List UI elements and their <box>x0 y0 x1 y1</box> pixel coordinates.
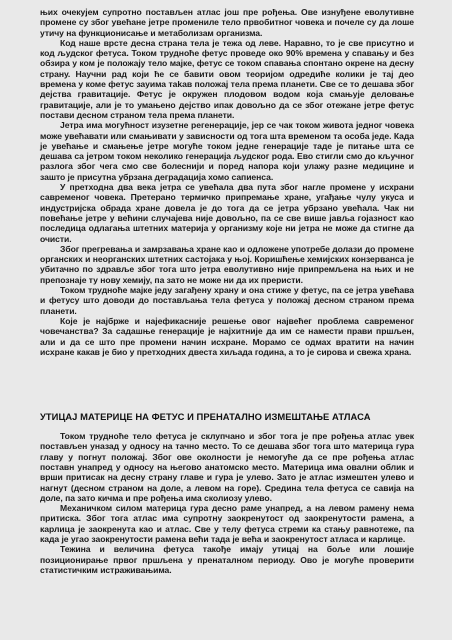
paragraph: Због прегревања и замрзавања хране као и одложене употребе долази до промене органских и неорганских штетних састојака у њој. Коришћење хемијских конзерванса је убитачно по здравље због тога што јетра еволутивно није припремљена на њих и не препознаје ту нову хемију, па зато не може ни да их преристи. <box>40 243 414 285</box>
paragraph: Током трудноће мајке једу загађену храну и она стиже у фетус, па се јетра увећава и фетусу што доводи до постављања тела фетуса у положај десном страном према планети. <box>40 285 414 316</box>
paragraph: У претходна два века јетра се увећала два пута због нагле промене у исхрани савременог човека. Претерано термичко припремање хране, угађање чулу укуса и индустријска обрада хране довела је до тога да се јетра убрзано увећала. Чак ни повећање јетре у већини случајева није довољно, па се све више јавља гојазност као последица одлагања штетних материја у организму које ни јетра не може да стигне да очисти. <box>40 182 414 244</box>
paragraph: њих очекујем супротно постављен атлас још пре рођења. Ове изнуђене еволутивне промене су због увећане јетре промениле тело првобитног човека и почеле су да лоше утичу на функционисање и метаболизам организма. <box>40 7 414 38</box>
paragraph: Тежина и величина фетуса такође имају утицај на боље или лошије позиционирање првог пршљена у пренаталном периоду. Ово је могуће проверити статистичким истраживањима. <box>40 544 414 575</box>
paragraph: Код наше врсте десна страна тела је тежа од леве. Наравно, то је све присутно и код људског фетуса. Током трудноће фетус проведе око 90% времена у спавању и без обзира у ком је положају тело мајке, фетус се током спавања спонтано окрене на десну страну. Научни рад који ће се бавити овом теоријом одредиће колики је тај део времена у коме фетус зауима таkав положај тела према планети. Све се то дешава због дејства гравитације. Фетус је окружен плодовом водом која смањује деловање гравитације, али је то умањено дејство ипак довољно да се због отежане јетре фетус постави десном страном тела према планети. <box>40 37 414 120</box>
paragraph: Током трудноће тело фетуса је склупчано и због тога је пре рођења атлас увек постављен уназад у односу на тачно место. То се дешава због тога што материца гура главу у погнут положај. Због ове околности је немогуће да се пре рођења атлас поставн унапред у односу на његово анатомско место. Материца има овални облик и врши притисак на десну страну главе и гура је улево. Зато је атлас измештен улево и нагнут (десном страном на доле, а левом на горе). Средина тела фетуса се савија на доле, па зато кичма и пре рођења има сколиозу улево. <box>40 431 414 503</box>
paragraph: Које је најбрже и најефикасније решење овог највећег проблема савременог човечанства? За садашње генерације је најхитније да им се намести прави пршљен, али и да се што пре промени начин исхране. Морамо се одмах вратити на начин исхране какав је био у претходних двеста хиљада година, а то је сирова и свежа храна. <box>40 315 414 357</box>
paragraph: Механичком силом материца гура десно раме унапред, а на левом рамену нема притиска. Због тога атлас има супротну заокренутост од заокренутости рамена, а карлица је заокренута као и атлас. Све у телу фетуса стреми ка стању равнотеже, па када је угао заокренутости рамена већи тада је већа и заокренутост атласа и карлице. <box>40 503 414 545</box>
section-spacer <box>40 357 414 411</box>
section-heading: УТИЦАЈ МАТЕРИЦЕ НА ФЕТУС И ПРЕНАТАЛНО ИЗМЕШТАЊЕ АТЛАСА <box>40 411 371 423</box>
paragraph: Јетра има могућност изузетне регенерације, јер се чак током живота једног човека може увећавати или смањивати у зависности од тога шта временом та особа једе. Када је увећање и смањење јетре могуће током једне генерације таде је питање шта се дешава са јетром током неколико генерација људског рода. Ево стигли смо до кључног разлога због чега смо све болеснији и поред напора који улажу разне медицине и зашто је присутна убрзана деградација хомо сапиенса. <box>40 120 414 182</box>
